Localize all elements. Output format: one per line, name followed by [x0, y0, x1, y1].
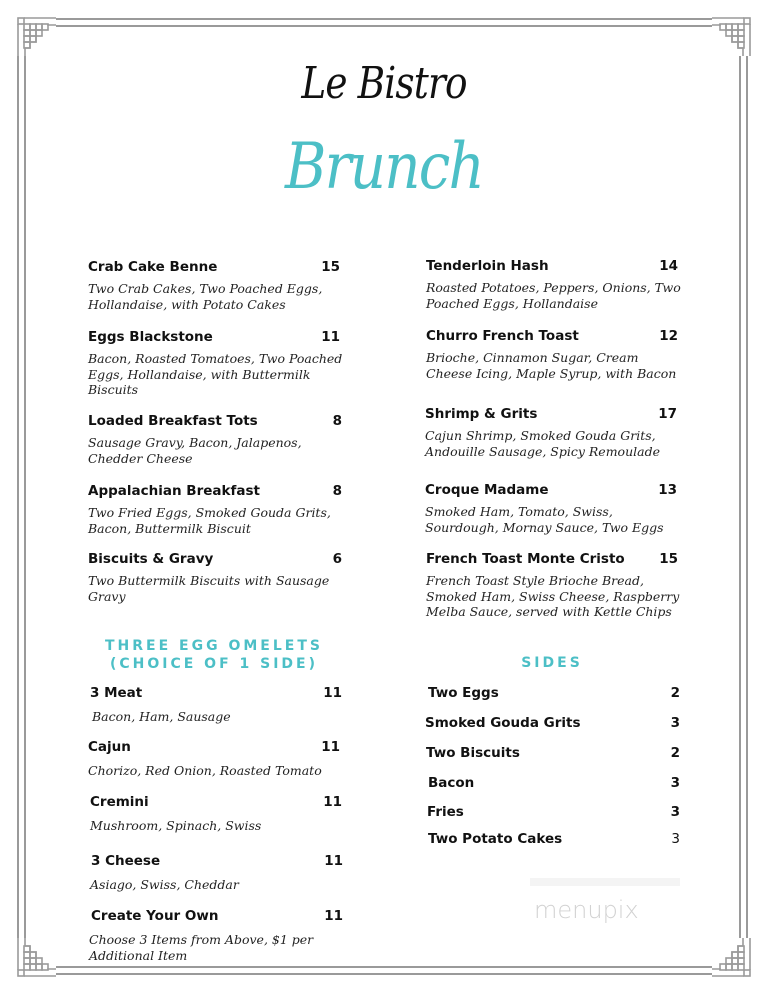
item-name: Appalachian Breakfast — [88, 483, 260, 499]
desc-line: Additional Item — [89, 947, 188, 963]
corner-ornament-icon — [712, 12, 756, 56]
item-price: 11 — [323, 685, 342, 701]
desc-line: Cajun Shrimp, Smoked Gouda Grits, — [425, 428, 656, 443]
item-name: Tenderloin Hash — [426, 258, 549, 274]
item-price: 11 — [321, 329, 340, 345]
desc-line: Chedder Cheese — [88, 450, 193, 466]
item-description — [89, 932, 313, 963]
corner-ornament-icon — [12, 938, 56, 982]
item-price: 15 — [321, 259, 340, 275]
omelets-heading-line1: THREE EGG OMELETS — [105, 638, 323, 654]
item-price: 3 — [671, 831, 680, 847]
item-price: 12 — [659, 328, 678, 344]
item-price: 3 — [670, 715, 680, 731]
item-price: 11 — [321, 739, 340, 755]
item-description — [88, 351, 342, 398]
item-price: 3 — [670, 775, 680, 791]
item-price: 11 — [324, 853, 343, 869]
desc-line: Chorizo, Red Onion, Roasted Tomato — [88, 763, 322, 778]
item-description — [92, 709, 231, 725]
restaurant-name: Le Bistro — [301, 58, 467, 109]
item-price: 17 — [658, 406, 677, 422]
item-description — [425, 428, 660, 459]
item-name: 3 Meat — [90, 685, 143, 701]
desc-line: Eggs, Hollandaise, with Buttermilk — [88, 366, 311, 382]
watermark-faint-text — [530, 878, 680, 886]
desc-line: French Toast Style Brioche Bread, — [426, 573, 644, 588]
desc-line: Hollandaise, with Potato Cakes — [88, 296, 286, 312]
desc-line: Mushroom, Spinach, Swiss — [90, 818, 262, 833]
desc-line: Choose 3 Items from Above, $1 per — [89, 932, 314, 947]
item-name: Loaded Breakfast Tots — [88, 413, 258, 429]
desc-line: Sourdough, Mornay Sauce, Two Eggs — [425, 519, 664, 535]
sides-heading: SIDES — [521, 655, 583, 671]
item-name: French Toast Monte Cristo — [426, 551, 625, 567]
item-description — [426, 350, 676, 381]
desc-line: Smoked Ham, Tomato, Swiss, — [425, 504, 613, 519]
item-name: Two Eggs — [428, 685, 499, 701]
omelets-heading-line2: (CHOICE OF 1 SIDE) — [109, 656, 319, 672]
item-name: Fries — [427, 804, 464, 820]
item-description — [90, 877, 239, 893]
item-price: 2 — [670, 745, 680, 761]
desc-line: Melba Sauce, served with Kettle Chips — [426, 604, 672, 619]
item-price: 11 — [324, 908, 343, 924]
item-description — [425, 504, 664, 535]
item-name: Bacon — [428, 775, 475, 791]
corner-ornament-icon — [712, 938, 756, 982]
item-description — [90, 818, 261, 834]
desc-line: Smoked Ham, Swiss Cheese, Raspberry — [426, 588, 680, 604]
item-name: Smoked Gouda Grits — [425, 715, 581, 731]
desc-line: Poached Eggs, Hollandaise — [426, 295, 598, 311]
desc-line: Bacon, Buttermilk Biscuit — [88, 520, 251, 536]
desc-line: Asiago, Swiss, Cheddar — [90, 877, 239, 892]
item-name: Two Potato Cakes — [428, 831, 563, 847]
item-name: Shrimp & Grits — [425, 406, 538, 422]
desc-line: Bacon, Ham, Sausage — [92, 709, 231, 724]
item-price: 8 — [332, 413, 342, 429]
item-name: Churro French Toast — [426, 328, 579, 344]
desc-line: Roasted Potatoes, Peppers, Onions, Two — [426, 280, 681, 295]
desc-line: Brioche, Cinnamon Sugar, Cream — [426, 350, 639, 365]
desc-line: Cheese Icing, Maple Syrup, with Bacon — [426, 365, 677, 381]
desc-line: Andouille Sausage, Spicy Remoulade — [425, 443, 660, 459]
desc-line: Two Fried Eggs, Smoked Gouda Grits, — [88, 505, 331, 520]
item-price: 14 — [659, 258, 678, 274]
item-name: Croque Madame — [425, 482, 549, 498]
item-description — [88, 281, 322, 312]
item-price: 6 — [332, 551, 342, 567]
desc-line: Biscuits — [88, 382, 139, 397]
item-price: 15 — [659, 551, 678, 567]
item-description — [88, 435, 302, 466]
item-price: 8 — [332, 483, 342, 499]
item-name: Eggs Blackstone — [88, 329, 213, 345]
desc-line: Gravy — [88, 588, 126, 604]
item-price: 2 — [670, 685, 680, 701]
item-description — [88, 763, 322, 779]
item-description — [88, 505, 331, 536]
item-description — [88, 573, 329, 604]
item-price: 3 — [670, 804, 680, 820]
desc-line: Bacon, Roasted Tomatoes, Two Poached — [88, 351, 343, 366]
menu-title: Brunch — [284, 130, 484, 204]
item-name: Cremini — [90, 794, 149, 810]
desc-line: Two Crab Cakes, Two Poached Eggs, — [88, 281, 323, 296]
omelets-heading — [88, 637, 340, 673]
desc-line: Sausage Gravy, Bacon, Jalapenos, — [88, 435, 302, 450]
item-price: 11 — [323, 794, 342, 810]
item-name: Crab Cake Benne — [88, 259, 218, 275]
corner-ornament-icon — [12, 12, 56, 56]
item-name: Two Biscuits — [426, 745, 520, 761]
item-name: Biscuits & Gravy — [88, 551, 214, 567]
watermark: menupix — [534, 896, 639, 924]
item-description — [426, 280, 681, 311]
item-name: 3 Cheese — [91, 853, 161, 869]
item-description — [426, 573, 679, 620]
item-name: Create Your Own — [91, 908, 219, 924]
item-name: Cajun — [88, 739, 131, 755]
item-price: 13 — [658, 482, 677, 498]
desc-line: Two Buttermilk Biscuits with Sausage — [88, 573, 330, 588]
